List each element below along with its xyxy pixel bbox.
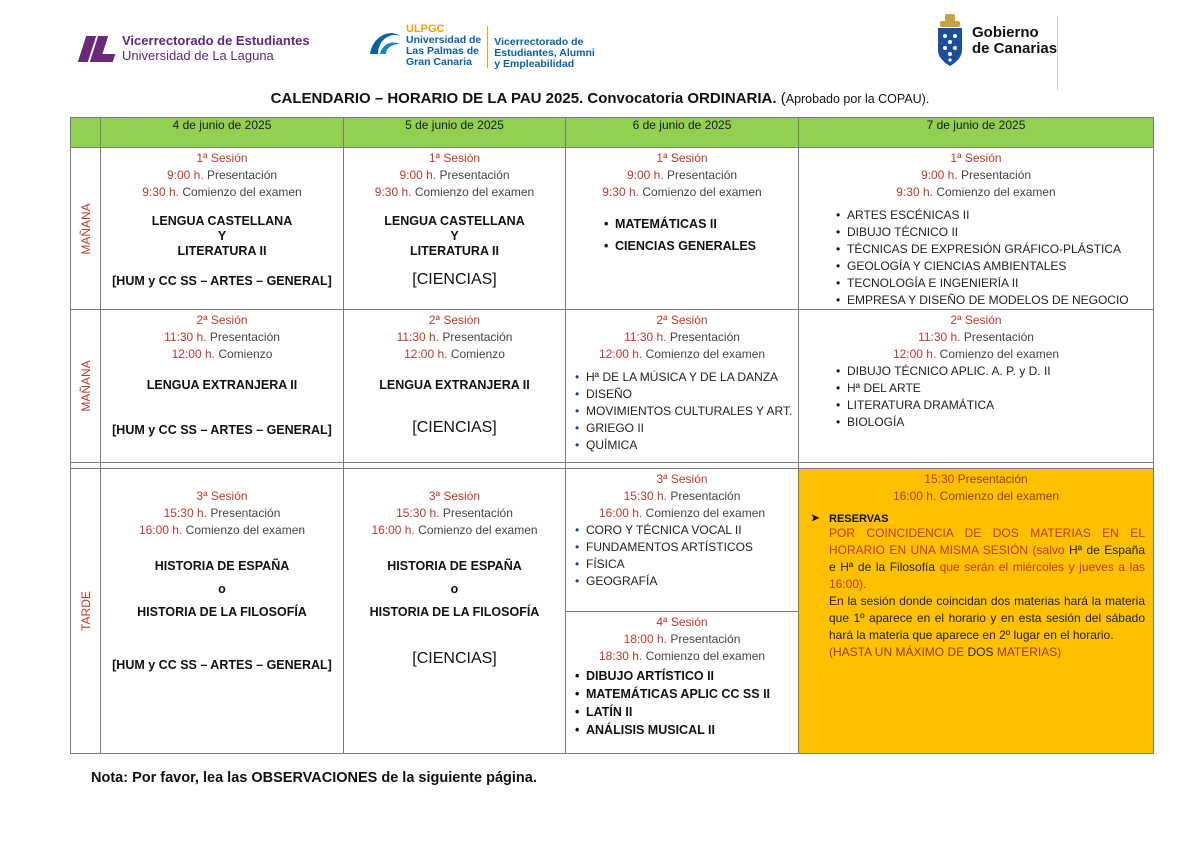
list-item: • LITERATURA DRAMÁTICA bbox=[834, 397, 1153, 414]
time: 9:30 h. bbox=[374, 185, 412, 199]
list-item: • DISEÑO bbox=[573, 386, 798, 403]
subject: LENGUA CASTELLANA bbox=[151, 214, 293, 228]
reservas-p3a: (HASTA UN MÁXIMO DE bbox=[829, 645, 968, 659]
time-desc: Presentación bbox=[442, 330, 513, 344]
time: 18:00 h. bbox=[623, 632, 667, 646]
subject-list bbox=[834, 363, 1153, 431]
time: 12:00 h. bbox=[404, 347, 448, 361]
ulpgc-name-1: Universidad de bbox=[406, 34, 482, 46]
subject: Y bbox=[450, 229, 459, 243]
ull-line1: Vicerrectorado de Estudiantes bbox=[122, 33, 310, 48]
time: 11:30 h. bbox=[396, 330, 440, 344]
subject: HISTORIA DE LA FILOSOFÍA bbox=[137, 605, 307, 619]
list-item: • Hª DEL ARTE bbox=[834, 380, 1153, 397]
time: 16:00 h. bbox=[371, 523, 415, 537]
gobierno-line2: de Canarias bbox=[972, 40, 1058, 57]
cell-d6-s1 bbox=[566, 148, 799, 310]
reservas-p1a: POR COINCIDENCIA DE DOS MATERIAS EN EL HORARIO EN UNA MISMA SESIÓN (salvo bbox=[829, 526, 1145, 557]
ulpgc-vr-2: Estudiantes, Alumni bbox=[494, 47, 595, 59]
time: 9:00 h. bbox=[626, 168, 664, 182]
group-label: [CIENCIAS] bbox=[412, 271, 497, 288]
list-item: • LATÍN II bbox=[573, 703, 798, 721]
header-divider bbox=[1057, 16, 1058, 90]
time: 16:00 h. bbox=[598, 506, 643, 520]
group-label: [HUM y CC SS – ARTES – GENERAL] bbox=[112, 274, 332, 288]
time-desc: Presentación bbox=[667, 168, 738, 182]
list-item: • FÍSICA bbox=[573, 556, 798, 573]
list-item: • QUÍMICA bbox=[573, 437, 798, 454]
session-label: 3ª Sesión bbox=[656, 472, 708, 486]
group-label: [HUM y CC SS – ARTES – GENERAL] bbox=[112, 658, 332, 672]
subject: o bbox=[450, 582, 459, 596]
session-label: 2ª Sesión bbox=[656, 313, 708, 327]
reservas-p1c: que serán el miércoles y jueves a las 16:00). bbox=[829, 560, 1145, 591]
ulpgc-vr-1: Vicerrectorado de bbox=[494, 36, 584, 48]
time-desc: Comienzo bbox=[450, 347, 505, 361]
session-label: 1ª Sesión bbox=[196, 151, 248, 165]
day-header-6: 6 de junio de 2025 bbox=[566, 118, 799, 148]
session-label: 2ª Sesión bbox=[196, 313, 248, 327]
time: 11:30 h. bbox=[164, 330, 207, 344]
document-title bbox=[0, 90, 1200, 107]
subject-list bbox=[834, 207, 1153, 309]
gobierno-line1: Gobierno bbox=[972, 24, 1039, 41]
group-label: [CIENCIAS] bbox=[412, 419, 497, 436]
list-item: • ANÁLISIS MUSICAL II bbox=[573, 721, 798, 739]
ull-mark-icon bbox=[80, 34, 114, 62]
time-desc: Comienzo del examen bbox=[645, 649, 766, 663]
time: 15:30 h. bbox=[623, 489, 667, 503]
list-item: • DIBUJO TÉCNICO II bbox=[834, 224, 1153, 241]
reservas-title: ➤ RESERVAS bbox=[811, 513, 1153, 525]
subject: LENGUA EXTRANJERA II bbox=[146, 378, 298, 392]
ulpgc-vr-3: y Empleabilidad bbox=[494, 58, 575, 70]
subject: LITERATURA II bbox=[410, 244, 499, 258]
row-session-3 bbox=[71, 469, 1154, 612]
time: 16:00 h. bbox=[892, 489, 937, 503]
time-desc: Comienzo del examen bbox=[642, 185, 762, 199]
time-desc: Comienzo del examen bbox=[939, 489, 1060, 503]
coat-of-arms-icon bbox=[934, 14, 966, 68]
list-item: • FUNDAMENTOS ARTÍSTICOS bbox=[573, 539, 798, 556]
period-morning-2 bbox=[71, 310, 101, 463]
list-item: • MOVIMIENTOS CULTURALES Y ART. bbox=[573, 403, 798, 420]
time-desc: Presentación bbox=[207, 168, 278, 182]
reservas-p3c: MATERIAS) bbox=[993, 645, 1062, 659]
subject: HISTORIA DE ESPAÑA bbox=[154, 559, 290, 573]
cell-d5-s3 bbox=[344, 469, 566, 754]
list-item: • CIENCIAS GENERALES bbox=[602, 237, 798, 255]
cell-d6-s2 bbox=[566, 310, 799, 463]
time: 15:30 h. bbox=[163, 506, 207, 520]
time: 12:00 h. bbox=[598, 347, 643, 361]
ulpgc-acronym: ULPGC bbox=[406, 23, 445, 35]
time-desc: Comienzo del examen bbox=[414, 185, 535, 199]
row-session-1 bbox=[71, 148, 1154, 310]
schedule-table bbox=[70, 117, 1154, 754]
time-desc: Comienzo del examen bbox=[939, 347, 1060, 361]
cell-d7-s1 bbox=[799, 148, 1154, 310]
subject-list bbox=[573, 522, 798, 590]
footer-note: Nota: Por favor, lea las OBSERVACIONES de la siguiente página. bbox=[91, 770, 537, 786]
time: 15:30 h. bbox=[396, 506, 440, 520]
cell-d4-s2 bbox=[101, 310, 344, 463]
cell-d5-s2 bbox=[344, 310, 566, 463]
session-label: 1ª Sesión bbox=[950, 151, 1002, 165]
ulpgc-name-3: Gran Canaria bbox=[406, 56, 472, 68]
time-desc: Presentación bbox=[670, 489, 741, 503]
time-desc: Comienzo del examen bbox=[418, 523, 538, 537]
session-label: 4ª Sesión bbox=[656, 615, 708, 629]
time: 18:30 h. bbox=[598, 649, 643, 663]
time: 9:00 h. bbox=[920, 168, 958, 182]
list-item: • MATEMÁTICAS APLIC CC SS II bbox=[573, 685, 798, 703]
period-label-morning-1: MAÑANA bbox=[78, 202, 93, 255]
time-desc: Presentación bbox=[670, 632, 741, 646]
time-desc: Presentación bbox=[442, 506, 513, 520]
time-desc: Comienzo del examen bbox=[645, 506, 766, 520]
cell-d7-reservas bbox=[799, 469, 1154, 754]
subject: HISTORIA DE ESPAÑA bbox=[387, 559, 522, 573]
list-item: • DIBUJO TÉCNICO APLIC. A. P. y D. II bbox=[834, 363, 1153, 380]
subject: HISTORIA DE LA FILOSOFÍA bbox=[369, 605, 540, 619]
time-desc: Presentación bbox=[669, 330, 740, 344]
table-header-row bbox=[71, 118, 1154, 148]
session-label: 1ª Sesión bbox=[656, 151, 708, 165]
time: 9:00 h. bbox=[166, 168, 204, 182]
list-item: • Hª DE LA MÚSICA Y DE LA DANZA bbox=[573, 369, 798, 386]
time-desc: Presentación bbox=[439, 168, 510, 182]
list-item: • EMPRESA Y DISEÑO DE MODELOS DE NEGOCIO bbox=[834, 292, 1153, 309]
period-morning-1 bbox=[71, 148, 101, 310]
subject: o bbox=[218, 582, 226, 596]
time: 11:30 h. bbox=[624, 330, 667, 344]
ulpgc-name-2: Las Palmas de bbox=[406, 45, 479, 57]
subject: LITERATURA II bbox=[177, 244, 267, 258]
list-item: • DIBUJO ARTÍSTICO II bbox=[573, 667, 798, 685]
list-item: • BIOLOGÍA bbox=[834, 414, 1153, 431]
time: 9:30 h. bbox=[142, 185, 179, 199]
list-item: • CORO Y TÉCNICA VOCAL II bbox=[573, 522, 798, 539]
time-desc: Comienzo del examen bbox=[645, 347, 766, 361]
subject: Y bbox=[217, 229, 227, 243]
time-desc: Presentación bbox=[957, 472, 1028, 486]
ulpgc-separator bbox=[487, 26, 488, 68]
time: 15:30 bbox=[924, 472, 955, 486]
subject-list bbox=[602, 215, 798, 255]
time: 11:30 h. bbox=[918, 330, 961, 344]
time-desc: Presentación bbox=[961, 168, 1032, 182]
subject-list bbox=[573, 667, 798, 739]
list-item: • MATEMÁTICAS II bbox=[602, 215, 798, 233]
ulpgc-logo bbox=[366, 24, 595, 70]
list-item: • GEOLOGÍA Y CIENCIAS AMBIENTALES bbox=[834, 258, 1153, 275]
list-item: • ARTES ESCÉNICAS II bbox=[834, 207, 1153, 224]
cell-d4-s3 bbox=[101, 469, 344, 754]
header-corner bbox=[71, 118, 101, 148]
time-desc: Presentación bbox=[210, 506, 281, 520]
day-header-5: 5 de junio de 2025 bbox=[344, 118, 566, 148]
cell-d6-s4 bbox=[566, 612, 799, 754]
time: 12:00 h. bbox=[171, 347, 215, 361]
subject: LENGUA CASTELLANA bbox=[384, 214, 525, 228]
list-item: • GEOGRAFÍA bbox=[573, 573, 798, 590]
ulpgc-wave-icon bbox=[366, 24, 402, 64]
cell-d7-s2 bbox=[799, 310, 1154, 463]
reservas-p1b: Hª de España e Hª de la Filosofía bbox=[829, 543, 1145, 574]
period-afternoon bbox=[71, 469, 101, 754]
title-main: CALENDARIO – HORARIO DE LA PAU 2025. Convocatoria ORDINARIA. bbox=[270, 90, 777, 107]
title-paren: ( bbox=[780, 90, 786, 107]
time: 12:00 h. bbox=[892, 347, 937, 361]
time: 9:30 h. bbox=[602, 185, 639, 199]
list-item: • TECNOLOGÍA E INGENIERÍA II bbox=[834, 275, 1153, 292]
title-aprobado: Aprobado por la COPAU). bbox=[785, 92, 930, 106]
session-label: 3ª Sesión bbox=[428, 489, 481, 503]
group-label: [HUM y CC SS – ARTES – GENERAL] bbox=[112, 423, 332, 437]
session-label: 3ª Sesión bbox=[196, 489, 248, 503]
ull-line2: Universidad de La Laguna bbox=[122, 48, 274, 63]
cell-d5-s1 bbox=[344, 148, 566, 310]
list-item: • TÉCNICAS DE EXPRESIÓN GRÁFICO-PLÁSTICA bbox=[834, 241, 1153, 258]
session-label: 2ª Sesión bbox=[950, 313, 1002, 327]
list-item: • GRIEGO II bbox=[573, 420, 798, 437]
time-desc: Presentación bbox=[209, 330, 280, 344]
time-desc: Presentación bbox=[963, 330, 1034, 344]
time-desc: Comienzo bbox=[218, 347, 273, 361]
ull-logo bbox=[80, 33, 310, 63]
time-desc: Comienzo del examen bbox=[936, 185, 1056, 199]
gobierno-logo bbox=[934, 14, 1057, 68]
time-desc: Comienzo del examen bbox=[185, 523, 306, 537]
session-label: 2ª Sesión bbox=[428, 313, 481, 327]
period-label-afternoon: TARDE bbox=[78, 591, 93, 631]
subject-list bbox=[573, 369, 798, 454]
session-label: 1ª Sesión bbox=[428, 151, 481, 165]
period-label-morning-2: MAÑANA bbox=[78, 360, 93, 412]
day-header-7: 7 de junio de 2025 bbox=[799, 118, 1154, 148]
row-session-2 bbox=[71, 310, 1154, 463]
cell-d6-s3 bbox=[566, 469, 799, 612]
subject: LENGUA EXTRANJERA II bbox=[379, 378, 530, 392]
reservas-body bbox=[799, 525, 1153, 661]
group-label: [CIENCIAS] bbox=[412, 650, 497, 667]
time: 9:30 h. bbox=[896, 185, 933, 199]
day-header-4: 4 de junio de 2025 bbox=[101, 118, 344, 148]
reservas-p3b: DOS bbox=[967, 645, 994, 659]
time: 16:00 h. bbox=[138, 523, 183, 537]
reservas-p2: En la sesión donde coincidan dos materias hará la materia que 1º aparece en el horario y en esta sesión del sábado hará la materia que aparece en 2º lugar en el horario. bbox=[829, 594, 1145, 642]
time-desc: Comienzo del examen bbox=[182, 185, 302, 199]
time: 9:00 h. bbox=[399, 168, 437, 182]
cell-d4-s1 bbox=[101, 148, 344, 310]
